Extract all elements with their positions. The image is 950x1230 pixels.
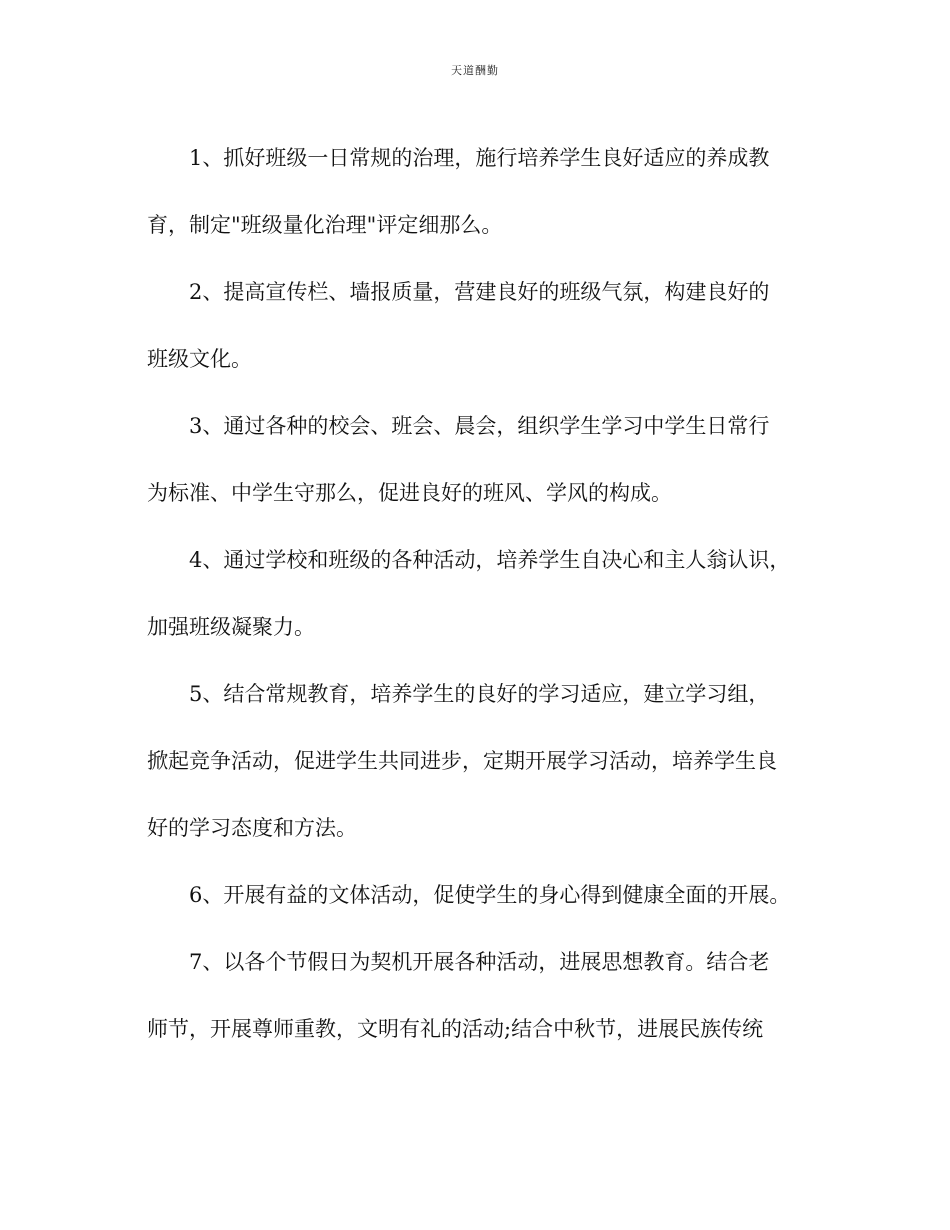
paragraph-6	[147, 873, 807, 940]
paragraph-line: 掀起竞争活动，促进学生共同进步，定期开展学习活动，培养学生良	[147, 749, 777, 773]
paragraph-1	[147, 136, 807, 270]
paragraph-line: 为标准、中学生守那么，促进良好的班风、学风的构成。	[147, 481, 672, 505]
paragraph-line: 6、开展有益的文体活动，促使学生的身心得到健康全面的开展。	[189, 883, 791, 907]
document-body	[147, 136, 807, 1074]
page-header: 天道酬勤	[451, 64, 499, 77]
paragraph-line: 加强班级凝聚力。	[147, 615, 315, 639]
paragraph-line: 5、结合常规教育，培养学生的良好的学习适应，建立学习组，	[189, 682, 770, 706]
paragraph-line: 班级文化。	[147, 347, 252, 371]
paragraph-4	[147, 538, 807, 672]
paragraph-line: 4、通过学校和班级的各种活动，培养学生自决心和主人翁认识，	[189, 548, 791, 572]
paragraph-2	[147, 270, 807, 404]
paragraph-7	[147, 940, 807, 1074]
paragraph-line: 师节，开展尊师重教，文明有礼的活动;结合中秋节，进展民族传统	[147, 1017, 764, 1041]
paragraph-line: 2、提高宣传栏、墙报质量，营建良好的班级气氛，构建良好的	[189, 280, 770, 304]
paragraph-line: 好的学习态度和方法。	[147, 816, 357, 840]
paragraph-line: 7、以各个节假日为契机开展各种活动，进展思想教育。结合老	[189, 950, 770, 974]
paragraph-line: 3、通过各种的校会、班会、晨会，组织学生学习中学生日常行	[189, 414, 770, 438]
paragraph-line: 育，制定"班级量化治理"评定细那么。	[147, 213, 503, 237]
paragraph-5	[147, 672, 807, 873]
paragraph-line: 1、抓好班级一日常规的治理，施行培养学生良好适应的养成教	[189, 146, 770, 170]
paragraph-3	[147, 404, 807, 538]
